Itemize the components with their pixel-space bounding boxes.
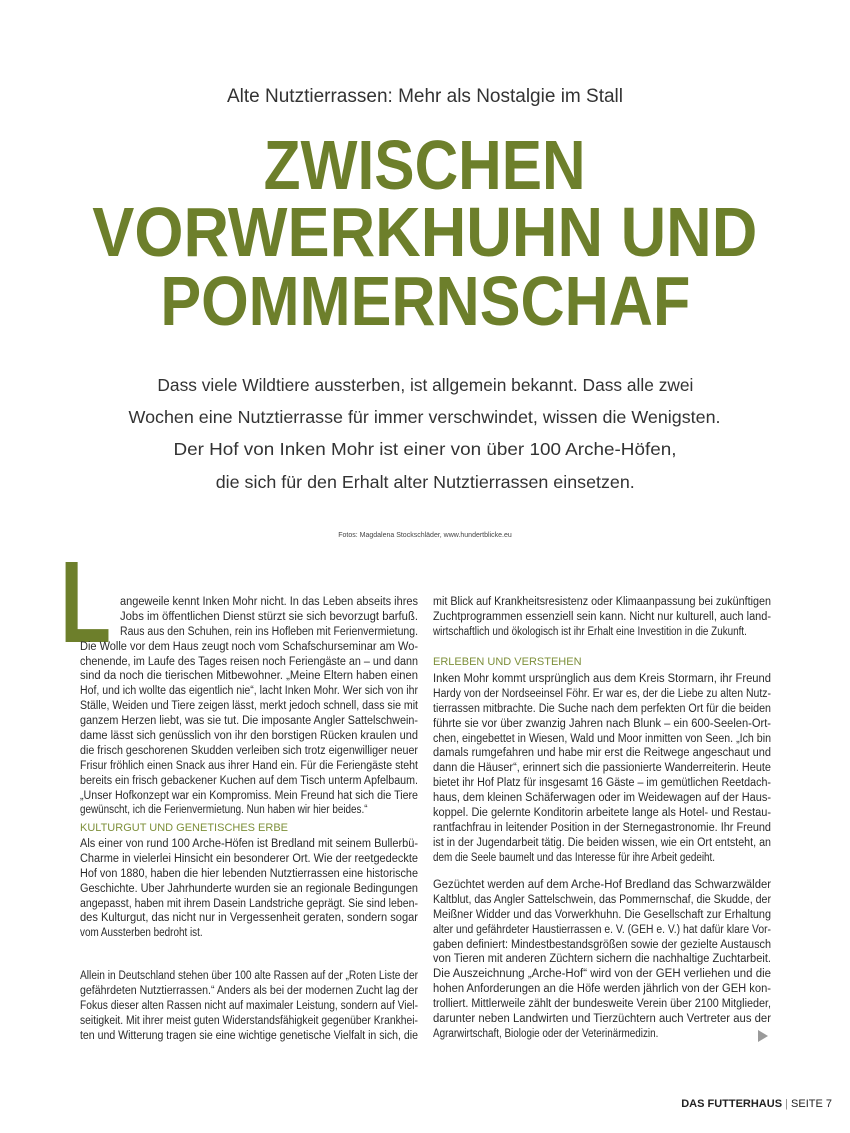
text-line: seitigkeit. Mit ihrer meist guten Widerstandsfähigkeit gegenüber Krankhei- [80, 1014, 418, 1027]
text-line: Charme in vielerlei Hinsicht ein besonderer Ort. Wie der reetgedeckte [80, 852, 418, 865]
title-line-3: POMMERNSCHAF [160, 262, 690, 340]
continue-arrow-icon [758, 1030, 768, 1042]
text-line: bereits ein frisch gebackener Kuchen auf dem Tisch unterm Apfelbaum. [80, 774, 418, 787]
text-line: Allein in Deutschland stehen über 100 alte Rassen auf der „Roten Liste der [80, 970, 418, 982]
text-line: haus, dem kleinen Schäferwagen oder im Weidewagen auf der Haus- [433, 792, 771, 805]
text-line: Inken Mohr kommt ursprünglich aus dem Kreis Stormarn, ihr Freund [433, 673, 771, 685]
text-line: mit Blick auf Krankheitsresistenz oder Klimaanpassung bei zukünftigen [433, 596, 771, 608]
text-line: dame lässt sich genüsslich von ihr den borstigen Rücken kraulen und [80, 730, 418, 743]
text-line: ist in der Jugendarbeit tätig. Die beiden wissen, wie ein Ort entsteht, an [433, 836, 771, 849]
text-line: Gezüchtet werden auf dem Arche-Hof Bredland das Schwarzwälder [433, 879, 771, 891]
text-line: sind da noch die tierischen Mitbewohner. „Meine Eltern haben einen [80, 670, 418, 683]
text-line: rantfachfrau in leitender Position in der Sternegastronomie. Ihr Freund [433, 821, 771, 834]
text-line: darunter neben Landwirten und Tierzüchtern auch Vertreter aus der [433, 1013, 771, 1026]
text-line: Die Wolle vor dem Haus zeugt noch vom Schafschurseminar am Wo- [80, 640, 418, 653]
deck-line-2: Wochen eine Nutztierrasse für immer verschwindet, wissen die Wenigsten. [128, 407, 721, 427]
text-line: Raus aus den Schuhen, rein ins Hofleben mit Ferienvermietung. [120, 625, 418, 638]
right-paragraph-1 [433, 595, 771, 640]
text-line: trolliert. Mittlerweile zählt der bundesweite Verein über 2100 Mitglieder, [433, 998, 771, 1011]
title-line-1: ZWISCHEN [264, 126, 586, 204]
left-paragraph-3 [80, 969, 418, 1043]
right-paragraph-2 [433, 672, 771, 866]
text-line: gewünscht, ich die Ferienvermietung. Nun haben wir hier beides.“ [80, 804, 368, 817]
text-line: Agrarwirtschaft, Biologie oder der Veterinärmedizin. [433, 1027, 659, 1040]
text-line: tierrassen mitbrachte. Die Suche nach dem perfekten Ort für die beiden [433, 702, 771, 715]
text-line: die frisch geschorenen Skudden verleiben sich trotz eigenwilliger neuer [80, 744, 418, 757]
text-line: dann die Häuser“, erinnert sich die passionierte Wanderreiterin. Heute [433, 762, 771, 775]
kicker: Alte Nutztierrassen: Mehr als Nostalgie im Stall [227, 86, 623, 107]
page-number: SEITE 7 [791, 1098, 832, 1110]
page-footer [660, 1098, 832, 1110]
text-line: chen, eingebettet in Wiesen, Wald und Moor inmitten von Seen. „Ich bin [433, 732, 771, 745]
subheading-kulturgut: KULTURGUT UND GENETISCHES ERBE [80, 822, 289, 834]
text-line: Hof von 1880, haben die hier lebenden Nutztierrassen eine historische [80, 867, 418, 880]
text-line: ganzem Herzen liebt, was sie tut. Die imposante Angler Sattelschwein- [80, 715, 418, 728]
deck-line-3: Der Hof von Inken Mohr ist einer von über 100 Arche-Höfen, [173, 439, 677, 459]
text-line: Kaltblut, das Angler Sattelschwein, das Pommernschaf, die Skudde, der [433, 893, 771, 906]
text-line: angepasst, haben mit ihrem Dasein Landstriche geprägt. Sie sind leben- [80, 897, 418, 910]
text-line: gaben definiert: Mindestbestandsgrößen sowie der gezielte Austausch [433, 938, 771, 951]
text-line: alter und gefährdeter Haustierrassen e. V. (GEH e. V.) hat dafür klare Vor- [433, 923, 771, 936]
text-line: Hardy von der Nordseeinsel Föhr. Er war es, der die Liebe zu alten Nutz- [433, 687, 771, 700]
text-line: hohen Anforderungen an die Höfe werden jährlich von der GEH kon- [433, 983, 771, 996]
photo-credit: Fotos: Magdalena Stockschläder, www.hundertblicke.eu [338, 532, 512, 539]
deck-line-1: Dass viele Wildtiere aussterben, ist allgemein bekannt. Dass alle zwei [157, 375, 693, 395]
text-line: damals rumgefahren und habe mir erst die Reitwege angeschaut und [433, 747, 771, 760]
text-line: ten und Witterung tragen sie eine wichtige genetische Vielfalt in sich, die [80, 1029, 418, 1042]
magazine-name: DAS FUTTERHAUS [681, 1098, 783, 1110]
text-line: Die Auszeichnung „Arche-Hof“ wird von der GEH verliehen und die [433, 968, 771, 981]
text-line: des Kulturgut, das nicht nur in Vergessenheit geraten, sondern sogar [80, 912, 418, 925]
left-paragraph-1 [80, 595, 418, 818]
text-line: Frisur fröhlich einen Snack aus ihrer Hand ein. Für die Feriengäste steht [80, 759, 418, 772]
text-line: angeweile kennt Inken Mohr nicht. In das Leben abseits ihres [120, 596, 418, 608]
left-paragraph-2 [80, 837, 418, 941]
text-line: Geschichte. Über Jahrhunderte wurden sie an regionale Bedingungen [80, 882, 418, 895]
text-line: Zuchtprogrammen essenziell sein kann. Nicht nur kulturell, auch land- [433, 610, 771, 623]
right-paragraph-3 [433, 878, 771, 1042]
title-line-2: VORWERKHUHN UND [92, 193, 758, 271]
deck-line-4: die sich für den Erhalt alter Nutztierrassen einsetzen. [215, 472, 635, 492]
text-line: dem die Seele baumelt und das Interesse für ihre Arbeit gedeiht. [433, 851, 716, 864]
text-line: Meißner Widder und das Vorwerkhuhn. Die Gesellschaft zur Erhaltung [433, 908, 771, 921]
text-line: Als einer von rund 100 Arche-Höfen ist Bredland mit seinem Bullerbü- [80, 838, 418, 850]
subheading-erleben: ERLEBEN UND VERSTEHEN [433, 656, 582, 668]
text-line: Fokus dieser alten Rassen nicht auf maximaler Leistung, sondern auf Viel- [80, 999, 418, 1012]
text-line: vom Aussterben bedroht ist. [80, 927, 203, 940]
text-line: „Unser Hofkonzept war ein Kompromiss. Mein Freund hat sich die Tiere [80, 789, 418, 802]
text-line: koppel. Die gelernte Konditorin arbeitete lange als Hotel- und Restau- [433, 807, 771, 820]
text-line: Hof, und ich wollte das eigentlich nie“, lacht Inken Mohr. Wer sich von ihr [80, 685, 418, 698]
drop-cap: L [60, 537, 112, 667]
text-line: bietet ihr Hof Platz für insgesamt 16 Gäste – im gemütlichen Reetdach- [433, 777, 771, 790]
text-line: führte sie vor über zwanzig Jahren nach Blunk – ein 600-Seelen-Ört- [433, 717, 771, 730]
text-line: von Tieren mit anderen Züchtern sichern die nachhaltige Zuchtarbeit. [433, 953, 771, 966]
text-line: chenende, im Laufe des Tages reisen noch Feriengäste an – und dann [80, 655, 418, 668]
text-line: Jobs im öffentlichen Dienst stürzt sie sich bevorzugt barfuß. [120, 610, 418, 623]
text-line: wirtschaftlich und ökologisch ist ihr Erhalt eine Investition in die Zukunft. [433, 625, 747, 638]
footer-separator: | [785, 1098, 788, 1110]
text-line: Ställe, Weiden und Tiere zeigen lässt, merkt jedoch schnell, dass sie mit [80, 700, 418, 713]
text-line: gefährdeten Nutztierrassen.“ Anders als bei der modernen Zucht lag der [80, 984, 418, 997]
